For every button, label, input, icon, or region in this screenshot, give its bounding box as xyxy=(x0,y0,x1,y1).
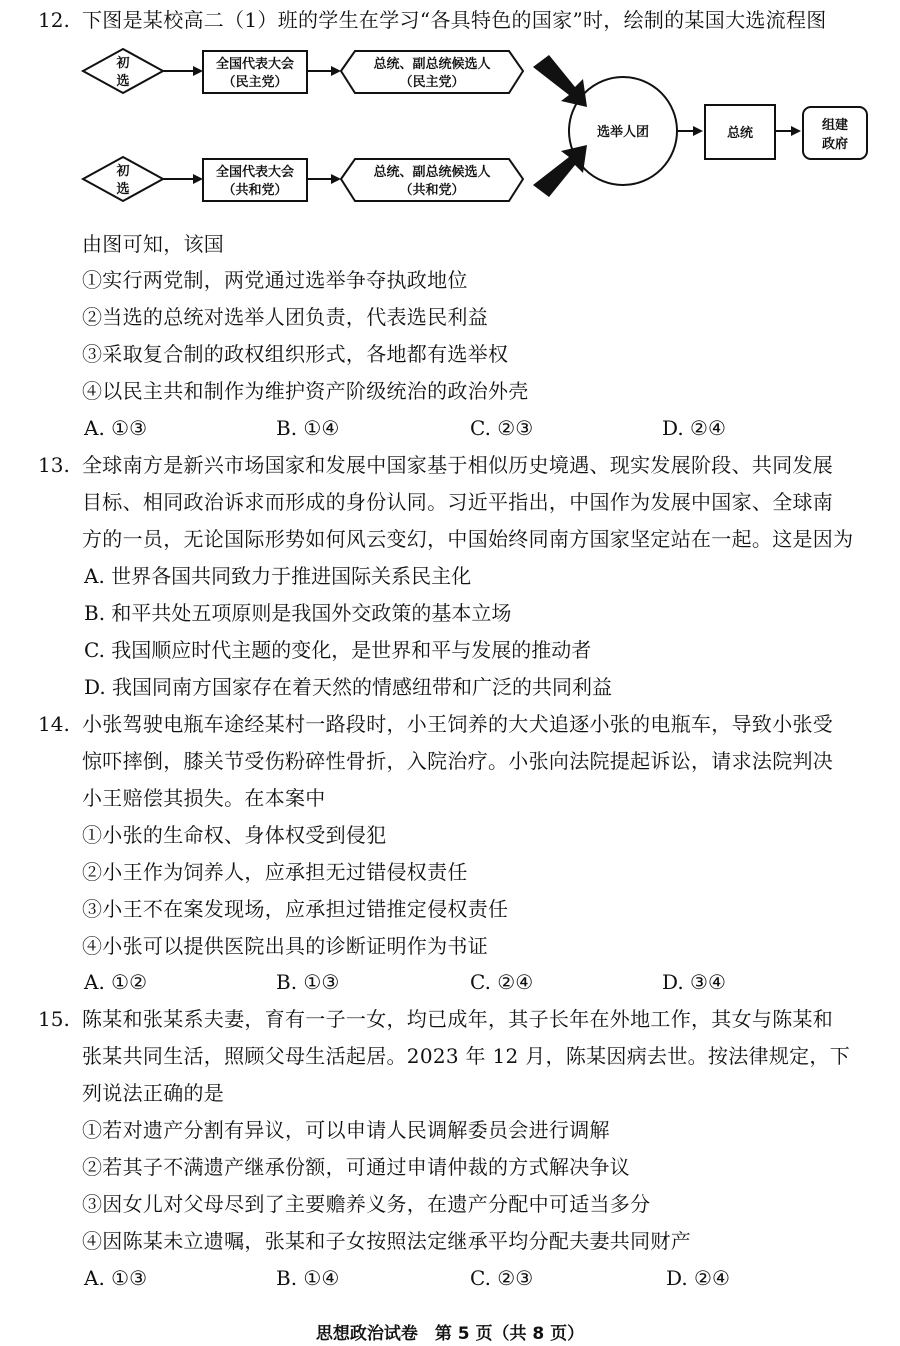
q15-option-d: D. ②④ xyxy=(666,1266,730,1290)
government-label-1: 组建 xyxy=(821,118,849,133)
q13-option-a: A. 世界各国共同致力于推进国际关系民主化 xyxy=(84,564,472,588)
q12-lead: 由图可知，该国 xyxy=(82,232,225,256)
convention-label-rep-2: （共和党） xyxy=(222,183,288,198)
q14-stem-line-2: 惊吓摔倒，膝关节受伤粉碎性骨折，入院治疗。小张向法院提起诉讼，请求法院判决 xyxy=(82,749,834,773)
page-footer: 思想政治试卷 第 5 页（共 8 页） xyxy=(315,1324,585,1344)
q12-option-a: A. ①③ xyxy=(84,416,148,440)
q13-stem-line-1: 全球南方是新兴市场国家和发展中国家基于相似历史境遇、现实发展阶段、共同发展 xyxy=(82,453,834,477)
q14-number: 14. xyxy=(38,712,70,736)
q14-item-3: ③小王不在案发现场，应承担过错推定侵权责任 xyxy=(82,897,509,921)
q13-option-d: D. 我国同南方国家存在着天然的情感纽带和广泛的共同利益 xyxy=(84,675,613,699)
q13-option-b: B. 和平共处五项原则是我国外交政策的基本立场 xyxy=(84,601,512,625)
primary-label-dem-1: 初 xyxy=(116,56,130,71)
q14-item-4: ④小张可以提供医院出具的诊断证明作为书证 xyxy=(82,934,488,958)
convention-label-dem-2: （民主党） xyxy=(222,75,288,90)
candidates-label-rep-1: 总统、副总统候选人 xyxy=(373,165,491,180)
president-label: 总统 xyxy=(726,126,754,141)
candidates-label-dem-2: （民主党） xyxy=(399,75,465,90)
candidates-label-dem-1: 总统、副总统候选人 xyxy=(373,57,491,72)
q14-item-2: ②小王作为饲养人，应承担无过错侵权责任 xyxy=(82,860,468,884)
election-flowchart xyxy=(75,45,875,225)
q14-item-1: ①小张的生命权、身体权受到侵犯 xyxy=(82,823,387,847)
convention-label-dem-1: 全国代表大会 xyxy=(215,57,295,72)
q15-option-c: C. ②③ xyxy=(470,1266,534,1290)
q12-item-3: ③采取复合制的政权组织形式，各地都有选举权 xyxy=(82,342,509,366)
q14-stem-line-3: 小王赔偿其损失。在本案中 xyxy=(82,786,326,810)
primary-label-dem-2: 选 xyxy=(116,74,130,89)
q15-item-3: ③因女儿对父母尽到了主要赡养义务，在遗产分配中可适当多分 xyxy=(82,1192,651,1216)
q15-stem-line-1: 陈某和张某系夫妻，育有一子一女，均已成年，其子长年在外地工作，其女与陈某和 xyxy=(82,1007,834,1031)
q13-stem-line-2: 目标、相同政治诉求而形成的身份认同。习近平指出，中国作为发展中国家、全球南 xyxy=(82,490,834,514)
convention-label-rep-1: 全国代表大会 xyxy=(215,165,295,180)
q12-option-d: D. ②④ xyxy=(662,416,726,440)
q14-option-d: D. ③④ xyxy=(662,970,726,994)
q14-stem-line-1: 小张驾驶电瓶车途经某村一路段时，小王饲养的大犬追逐小张的电瓶车，导致小张受 xyxy=(82,712,834,736)
q15-option-b: B. ①④ xyxy=(276,1266,340,1290)
electoral-college-label: 选举人团 xyxy=(596,125,650,140)
primary-label-rep-1: 初 xyxy=(116,164,130,179)
q12-number: 12. xyxy=(38,8,70,32)
q14-option-c: C. ②④ xyxy=(470,970,534,994)
q12-stem: 下图是某校高二（1）班的学生在学习“各具特色的国家”时，绘制的某国大选流程图 xyxy=(82,8,827,32)
q12-item-2: ②当选的总统对选举人团负责，代表选民利益 xyxy=(82,305,488,329)
q13-number: 13. xyxy=(38,453,70,477)
q15-item-4: ④因陈某未立遗嘱，张某和子女按照法定继承平均分配夫妻共同财产 xyxy=(82,1229,691,1253)
q15-stem-line-2: 张某共同生活，照顾父母生活起居。2023 年 12 月，陈某因病去世。按法律规定，下 xyxy=(82,1044,851,1068)
q14-option-a: A. ①② xyxy=(84,970,148,994)
primary-label-rep-2: 选 xyxy=(116,182,130,197)
q14-option-b: B. ①③ xyxy=(276,970,340,994)
candidates-label-rep-2: （共和党） xyxy=(399,183,465,198)
q12-option-c: C. ②③ xyxy=(470,416,534,440)
q15-stem-line-3: 列说法正确的是 xyxy=(82,1081,225,1105)
q15-option-a: A. ①③ xyxy=(84,1266,148,1290)
government-label-2: 政府 xyxy=(821,137,849,152)
q12-option-b: B. ①④ xyxy=(276,416,340,440)
q12-item-4: ④以民主共和制作为维护资产阶级统治的政治外壳 xyxy=(82,379,529,403)
bold-arrow-rep xyxy=(533,145,587,197)
q15-item-2: ②若其子不满遗产继承份额，可通过申请仲裁的方式解决争议 xyxy=(82,1155,631,1179)
q15-item-1: ①若对遗产分割有异议，可以申请人民调解委员会进行调解 xyxy=(82,1118,610,1142)
q13-option-c: C. 我国顺应时代主题的变化，是世界和平与发展的推动者 xyxy=(84,638,592,662)
q15-number: 15. xyxy=(38,1007,70,1031)
q12-item-1: ①实行两党制，两党通过选举争夺执政地位 xyxy=(82,268,468,292)
q13-stem-line-3: 方的一员，无论国际形势如何风云变幻，中国始终同南方国家坚定站在一起。这是因为 xyxy=(82,527,854,551)
